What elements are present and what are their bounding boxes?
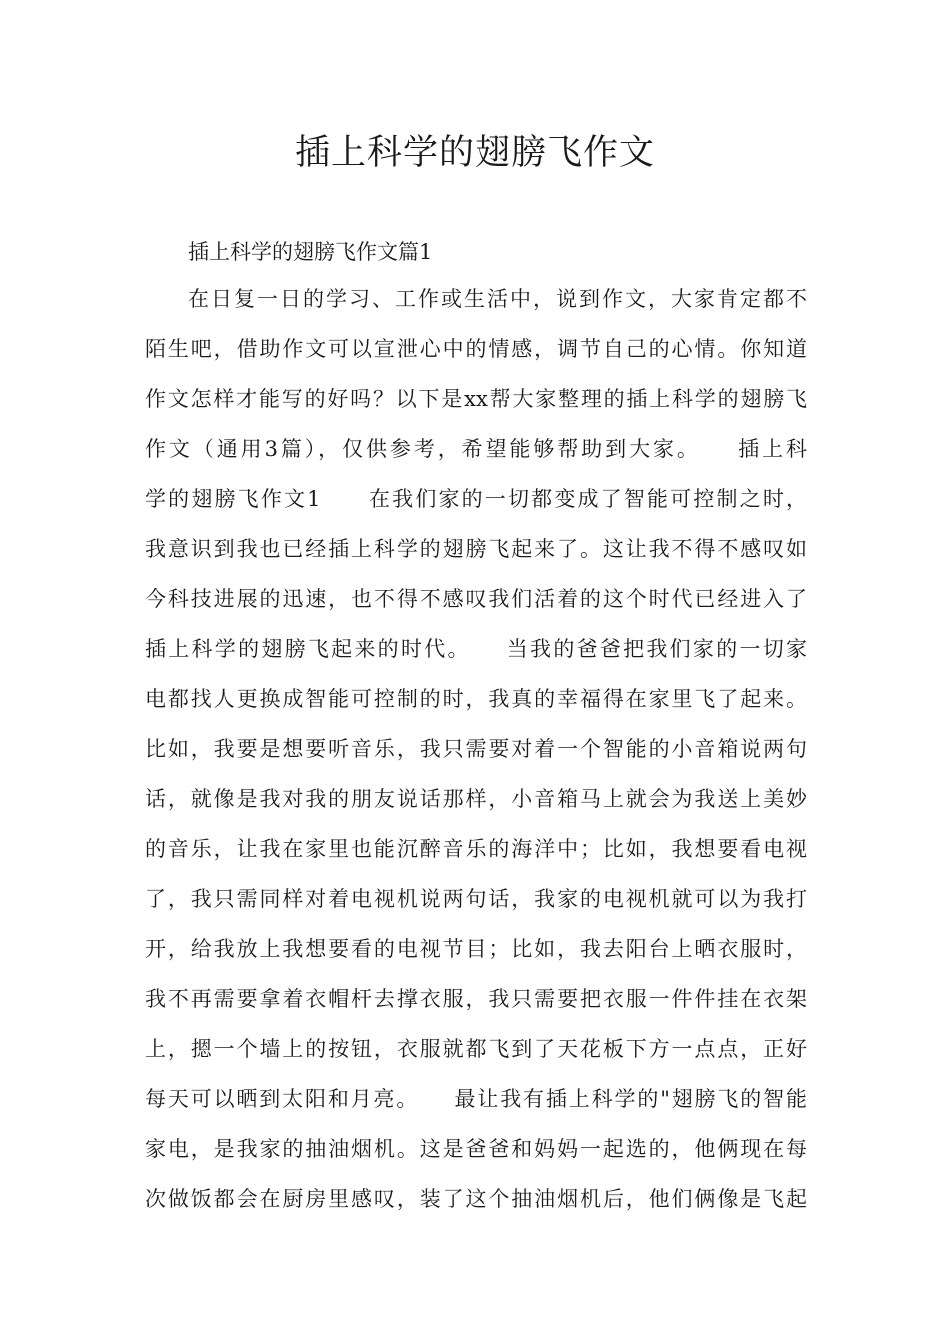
- body-line: 陌生吧，借助作文可以宣泄心中的情感，调节自己的心情。你知道: [145, 337, 807, 361]
- body-line: 了，我只需同样对着电视机说两句话，我家的电视机就可以为我打: [145, 887, 807, 911]
- body-line: 作文（通用3篇），仅供参考，希望能够帮助到大家。 插上科: [145, 437, 807, 461]
- body-line: 电都找人更换成智能可控制的时，我真的幸福得在家里飞了起来。: [145, 687, 807, 711]
- body-text: [145, 284, 807, 1234]
- body-line: 作文怎样才能写的好吗？以下是xx帮大家整理的插上科学的翅膀飞: [145, 387, 807, 411]
- body-line: 话，就像是我对我的朋友说话那样，小音箱马上就会为我送上美妙: [145, 787, 807, 811]
- section-heading: 插上科学的翅膀飞作文篇1: [188, 240, 433, 264]
- body-line: 上，摁一个墙上的按钮，衣服就都飞到了天花板下方一点点，正好: [145, 1037, 807, 1061]
- body-line: 家电，是我家的抽油烟机。这是爸爸和妈妈一起选的，他俩现在每: [145, 1137, 807, 1161]
- body-line: 在日复一日的学习、工作或生活中，说到作文，大家肯定都不: [188, 287, 807, 311]
- body-line: 每天可以晒到太阳和月亮。 最让我有插上科学的"翅膀飞的智能: [145, 1087, 807, 1111]
- body-line: 我意识到我也已经插上科学的翅膀飞起来了。这让我不得不感叹如: [145, 537, 807, 561]
- body-line: 学的翅膀飞作文1 在我们家的一切都变成了智能可控制之时，: [145, 487, 807, 511]
- document-title: 插上科学的翅膀飞作文: [294, 133, 655, 173]
- body-line: 的音乐，让我在家里也能沉醉音乐的海洋中；比如，我想要看电视: [145, 837, 807, 861]
- body-line: 开，给我放上我想要看的电视节目；比如，我去阳台上晒衣服时，: [145, 937, 807, 961]
- body-line: 今科技进展的迅速，也不得不感叹我们活着的这个时代已经进入了: [145, 587, 807, 611]
- body-line: 比如，我要是想要听音乐，我只需要对着一个智能的小音箱说两句: [145, 737, 807, 761]
- body-line: 我不再需要拿着衣帽杆去撑衣服，我只需要把衣服一件件挂在衣架: [145, 987, 807, 1011]
- body-line: 插上科学的翅膀飞起来的时代。 当我的爸爸把我们家的一切家: [145, 637, 807, 661]
- body-line: 次做饭都会在厨房里感叹，装了这个抽油烟机后，他们俩像是飞起: [145, 1187, 807, 1211]
